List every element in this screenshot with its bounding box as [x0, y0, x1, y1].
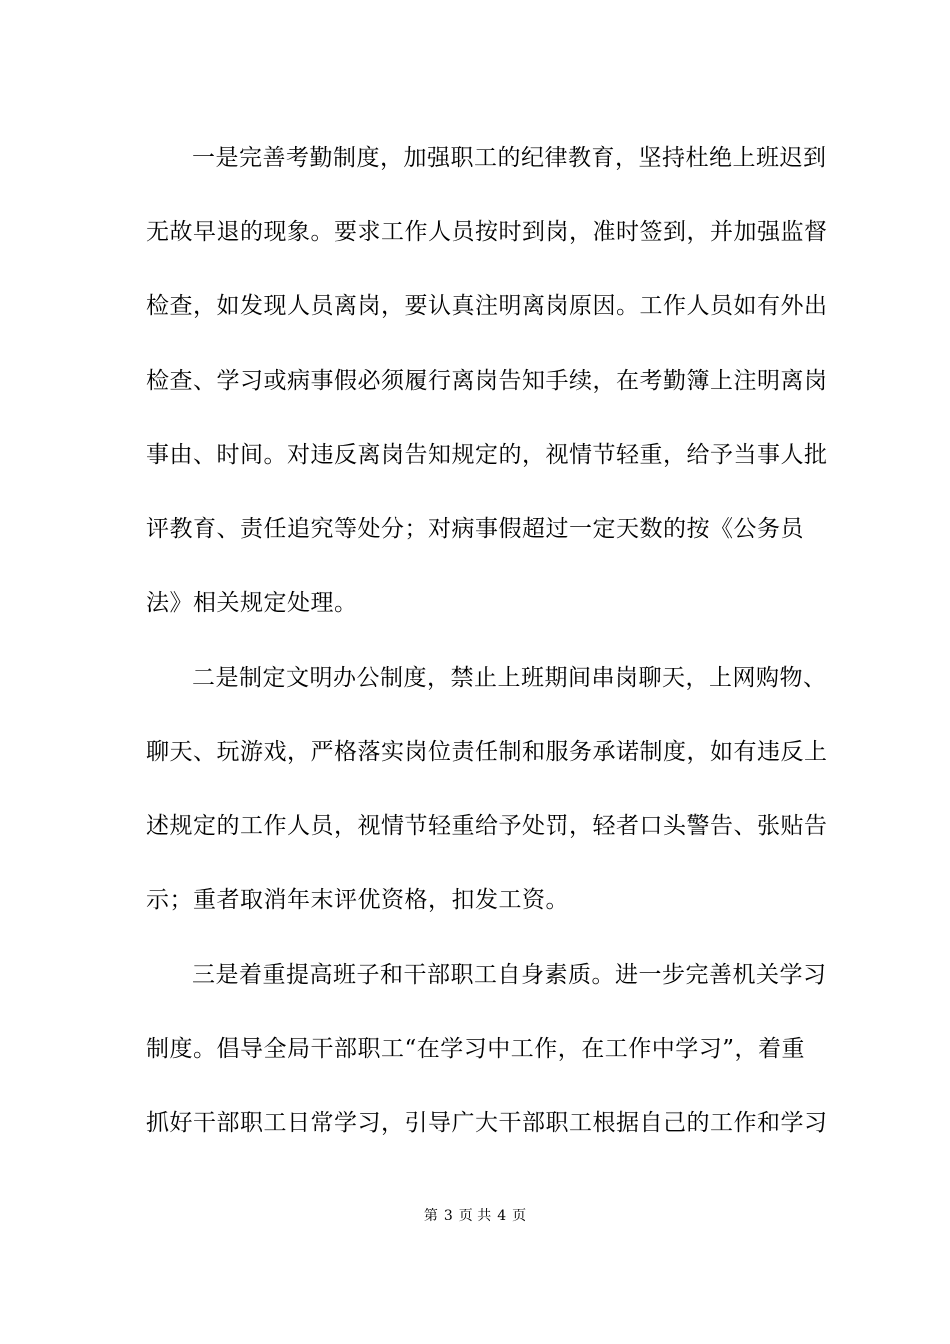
- paragraph-3-line-1: 三是着重提高班子和干部职工自身素质。进一步完善机关学习: [192, 962, 827, 988]
- paragraph-1-line-5: 事由、时间。对违反离岗告知规定的，视情节轻重，给予当事人批: [146, 442, 828, 468]
- paragraph-1-line-6: 评教育、责任追究等处分；对病事假超过一定天数的按《公务员: [146, 516, 804, 542]
- footer-page-suffix: 页: [512, 1208, 527, 1224]
- paragraph-1-line-7: 法》相关规定处理。: [146, 590, 358, 616]
- paragraph-3-line-3: 抓好干部职工日常学习，引导广大干部职工根据自己的工作和学习: [146, 1110, 828, 1136]
- paragraph-3-line-2: 制度。倡导全局干部职工“在学习中工作，在工作中学习”，着重: [146, 1036, 806, 1062]
- paragraph-1-line-4: 检查、学习或病事假必须履行离岗告知手续，在考勤簿上注明离岗: [146, 368, 828, 394]
- paragraph-2-line-2: 聊天、玩游戏，严格落实岗位责任制和服务承诺制度，如有违反上: [146, 739, 828, 765]
- paragraph-1-line-2: 无故早退的现象。要求工作人员按时到岗，准时签到，并加强监督: [146, 219, 828, 245]
- footer-page-mid: 页 共: [458, 1208, 492, 1224]
- paragraph-1-line-1: 一是完善考勤制度，加强职工的纪律教育，坚持杜绝上班迟到: [192, 145, 827, 171]
- paragraph-1-line-3: 检查，如发现人员离岗，要认真注明离岗原因。工作人员如有外出: [146, 293, 828, 319]
- paragraph-2-line-3: 述规定的工作人员，视情节轻重给予处罚，轻者口头警告、张贴告: [146, 813, 828, 839]
- paragraph-2-line-1: 二是制定文明办公制度，禁止上班期间串岗聊天，上网购物、: [192, 665, 827, 691]
- page-footer: [0, 1207, 950, 1225]
- footer-current-page: 3: [443, 1208, 453, 1224]
- footer-page-prefix: 第: [423, 1208, 438, 1224]
- paragraph-2-line-4: 示；重者取消年末评优资格，扣发工资。: [146, 887, 569, 913]
- footer-total-pages: 4: [497, 1208, 507, 1224]
